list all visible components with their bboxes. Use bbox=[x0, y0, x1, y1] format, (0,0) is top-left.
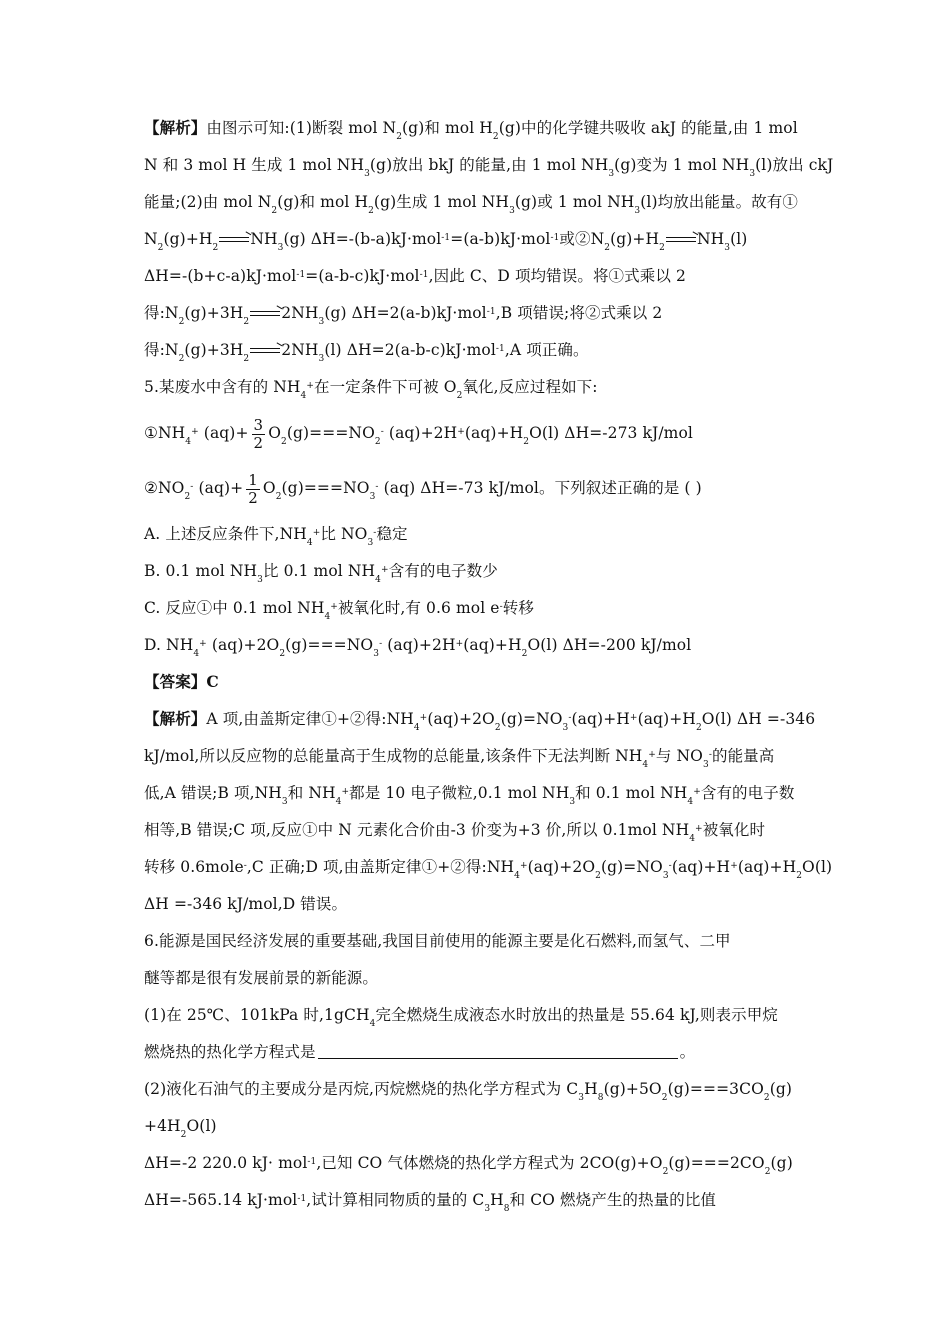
equilibrium-arrow-icon bbox=[250, 347, 280, 355]
analysis-label: 【解析】 bbox=[144, 118, 207, 137]
analysis-line-2: N 和 3 mol H 生成 1 mol $NH_3(g)$放出 bkJ 的能量,由 1 mol $NH_3(g)$变为 1 mol $NH_3(l)$放出 ckJ bbox=[144, 156, 834, 179]
option-a: A. 上述反应条件下$,NH_4^+$比 $NO_3^-$稳定 bbox=[144, 525, 408, 548]
question-6-part-2b: $+4H_2O(l)$ bbox=[144, 1117, 217, 1140]
analysis-line-7: 得$:N_2(g)+3H_2$ $2NH_3(l)$ ΔH=2(a-b-c)kJ·mol$^{-1}$,A 项正确。 bbox=[144, 341, 589, 364]
reaction-1: $①NH_4^+$ (aq)+ $\frac{3}{2}$ $O_2(g)===NO_2^-$ $(aq)+2H^+(aq)+H_2O(l)$ ΔH=-273 kJ/mol bbox=[144, 415, 693, 452]
explanation-line-1: 【解析】A 项,由盖斯定律①+②得$:NH_4^+(aq)+2O_2(g)=NO_3^-(aq)+H^+(aq)+H_2O(l)$ ΔH =-346 bbox=[144, 709, 816, 733]
analysis-line-4: $N_2(g)+H_2$ $NH_3(g)$ ΔH=-(b-a)kJ·mol$^{-1}$=(a-b)kJ·mol$^{-1}$或$②N_2(g)+H_2$ $NH_3(l)$ bbox=[144, 230, 748, 253]
analysis-line-1: 【解析】由图示可知:(1)断裂 mol $N_2(g)$和 mol $H_2(g)$中的化学键共吸收 akJ 的能量,由 1 mol bbox=[144, 118, 798, 142]
analysis-line-3: 能量;(2)由 mol $N_2(g)$和 mol $H_2(g)$生成 1 mol $NH_3(g)$或 1 mol $NH_3(l)$均放出能量。故有① bbox=[144, 193, 799, 216]
equilibrium-arrow-icon bbox=[219, 236, 249, 244]
explanation-line-3: 低,A 错误;B 项$,NH_3$和 $NH_4^+$都是 10 电子微粒,0.1 mol $NH_3$和 0.1 mol $NH_4^+$含有的电子数 bbox=[144, 784, 795, 807]
question-6-part-1a: (1)在 25℃、101kPa 时,1gCH$_4$完全燃烧生成液态水时放出的热量是 55.64 kJ,则表示甲烷 bbox=[144, 1006, 778, 1029]
option-d: D. $NH_4^+$ $(aq)+2O_2(g)===NO_3^-$ $(aq)+2H^+(aq)+H_2O(l)$ ΔH=-200 kJ/mol bbox=[144, 636, 692, 659]
reaction-2: $②NO_2^-$ (aq)+ $\frac{1}{2}$ $O_2(g)===NO_3^-$ (aq) ΔH=-73 kJ/mol。下列叙述正确的是 ( ) bbox=[144, 470, 702, 507]
fraction-three-halves: $\frac{3}{2}$ bbox=[253, 415, 264, 452]
question-6-stem-2: 醚等都是很有发展前景的新能源。 bbox=[144, 969, 379, 987]
explanation-line-6: ΔH =-346 kJ/mol,D 错误。 bbox=[144, 895, 348, 913]
question-6-part-2a: (2)液化石油气的主要成分是丙烷,丙烷燃烧的热化学方程式为 $C_3H_8(g)+5O_2(g)===3CO_2(g)$ bbox=[144, 1080, 793, 1103]
option-b: B. 0.1 mol $NH_3$比 0.1 mol $NH_4^+$含有的电子数少 bbox=[144, 562, 498, 585]
equilibrium-arrow-icon bbox=[250, 310, 280, 318]
fraction-one-half: $\frac{1}{2}$ bbox=[248, 470, 258, 507]
question-5-stem: 5.某废水中含有的 $NH_4^+$在一定条件下可被 $O_2$氧化,反应过程如下: bbox=[144, 378, 598, 401]
question-6-part-2c: ΔH=-2 220.0 kJ· mol$^{-1}$,已知 CO 气体燃烧的热化学方程式为 $2CO(g)+O_2(g)===2CO_2(g)$ bbox=[144, 1154, 793, 1177]
question-6-part-1b: 燃烧热的热化学方程式是 。 bbox=[144, 1043, 696, 1061]
explanation-line-2: kJ/mol,所以反应物的总能量高于生成物的总能量,该条件下无法判断 $NH_4^+$与 $NO_3^-$的能量高 bbox=[144, 747, 775, 770]
analysis-line-5: ΔH=-(b+c-a)kJ·mol$^{-1}$=(a-b-c)kJ·mol$^{-1}$,因此 C、D 项均错误。将①式乘以 2 bbox=[144, 267, 686, 285]
question-6-stem-1: 6.能源是国民经济发展的重要基础,我国目前使用的能源主要是化石燃料,而氢气、二甲 bbox=[144, 932, 731, 950]
option-c: C. 反应①中 0.1 mol $NH_4^+$被氧化时,有 0.6 mol e-转移 bbox=[144, 599, 534, 622]
equilibrium-arrow-icon bbox=[666, 236, 696, 244]
analysis-line-6: 得$:N_2(g)+3H_2$ $2NH_3(g)$ ΔH=2(a-b)kJ·mol$^{-1}$,B 项错误;将②式乘以 2 bbox=[144, 304, 663, 327]
question-6-part-2d: ΔH=-565.14 kJ·mol$^{-1}$,试计算相同物质的量的 $C_3H_8$和 CO 燃烧产生的热量的比值 bbox=[144, 1191, 717, 1214]
answer-line: 【答案】C bbox=[144, 672, 219, 691]
explanation-line-4: 相等,B 错误;C 项,反应①中 N 元素化合价由-3 价变为+3 价,所以 0.1mol $NH_4^+$被氧化时 bbox=[144, 821, 766, 844]
answer-blank[interactable] bbox=[318, 1058, 678, 1059]
explanation-line-5: 转移 0.6mole-,C 正确;D 项,由盖斯定律①+②得$:NH_4^+(aq)+2O_2(g)=NO_3^-(aq)+H^+(aq)+H_2O(l)$ bbox=[144, 858, 833, 881]
